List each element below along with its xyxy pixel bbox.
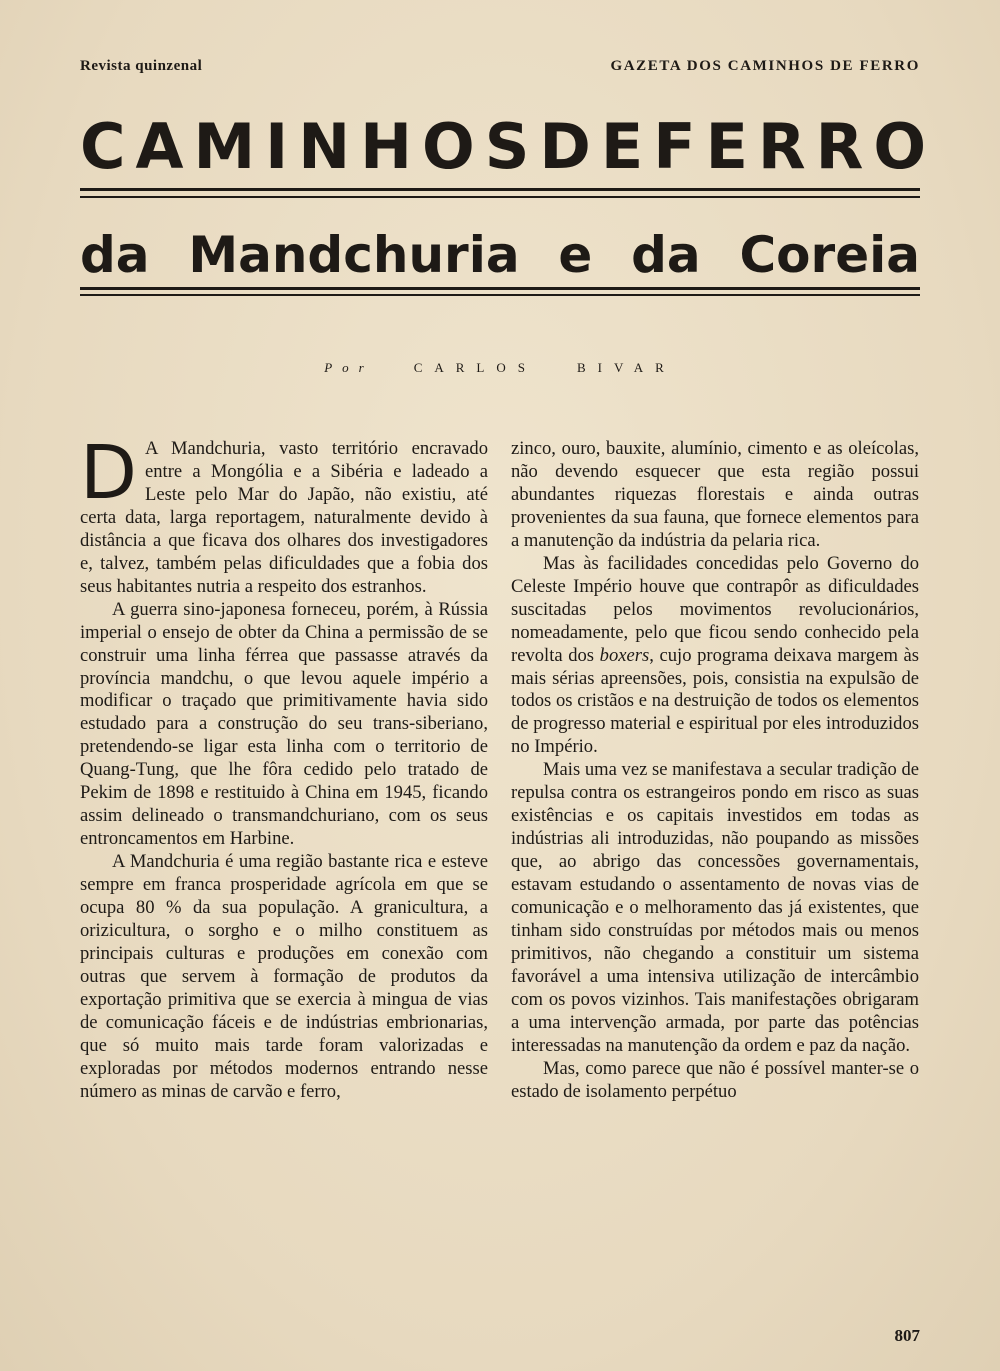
subtitle-rule-thin <box>80 294 920 296</box>
subtitle-word: Coreia <box>739 226 920 284</box>
byline <box>0 360 1000 376</box>
byline-author-last: BIVAR <box>577 360 676 375</box>
article-column-left <box>80 430 488 1104</box>
title-rule-thin <box>80 196 920 198</box>
subtitle-word: da <box>631 226 701 284</box>
paragraph <box>80 430 488 599</box>
paragraph: A guerra sino-japonesa forneceu, porém, à Rússia imperial o ensejo de obter da China a permissão de se construir uma linha férrea que passasse através da província mandchu, o que levou aquele império a modificar o traçado que primitivamente havia sido estudado para a construção do seu trans-siberiano, pretendendo-se ligar esta linha com o territorio de Quang-Tung, que lhe fôra cedido pelo tratado de Pekim de 1898 e restituido à China em 1945, ficando assim delineado o transmandchuriano, com os seus entroncamentos em Harbine. <box>80 598 488 850</box>
subtitle-rule-thick <box>80 287 920 290</box>
paragraph: Mas, como parece que não é possível manter-se o estado de isolamento perpétuo <box>511 1057 919 1102</box>
byline-por: Por <box>324 360 374 375</box>
subtitle-word: Mandchuria <box>188 226 520 284</box>
title-word: FERRO <box>653 110 937 183</box>
publication-frequency: Revista quinzenal <box>80 58 203 74</box>
subtitle-word: da <box>80 226 150 284</box>
drop-cap: D <box>80 430 137 516</box>
title-word: DE <box>539 110 654 183</box>
article-column-right <box>511 438 919 1104</box>
article-title-line-1 <box>80 110 937 183</box>
paragraph: Mais uma vez se manifestava a secular tradição de repulsa contra os estrangeiros pondo em risco as suas existências e os capitais investidos em todas as indústrias ali introduzidas, não poupando as missões que, ao abrigo das concessões governamentais, estavam estudando o assentamento de novas vias de comunicação e o melhoramento das já existentes, que tinham sido construídas por métodos mais ou menos primitivos, não chegando a constituir um sistema favorável a uma intensiva utilização de intercâmbio com os povos vizinhos. Tais manifestações obrigaram a uma intervenção armada, por parte das potências interessadas na manutenção da ordem e paz da nação. <box>511 759 919 1056</box>
subtitle-word: e <box>558 226 593 284</box>
paragraph: Mas às facilidades concedidas pelo Governo do Celeste Império houve que contrapôr as dificuldades suscitadas pelos movimentos revolucionários, nomeadamente, pelo que ficou sendo conhecido pela revolta dos boxers, cujo programa deixava margem às mais sérias apreensões, pois, consistia na expulsão de todos os cristãos e na destruição de todos os elementos de progresso material e espiritual por eles introduzidos no Império. <box>511 552 919 758</box>
page-number: 807 <box>894 1326 920 1345</box>
paragraph: A Mandchuria é uma região bastante rica e esteve sempre em franca prosperidade agrícola em que se ocupa 80 % da sua população. A granicultura, a orizicultura, o sorgho e o milho constituem as principais culturas e produções em conexão com outras que servem à formação de produtos da exportação primitiva que se exercia à mingua de vias de comunicação fáceis e de indústrias embrionarias, que só muito mais tarde foram valorizadas e exploradas por métodos modernos entrando nesse número as minas de carvão e ferro, <box>80 851 488 1102</box>
title-rule-thick <box>80 188 920 191</box>
publication-name: GAZETA DOS CAMINHOS DE FERRO <box>610 58 920 74</box>
title-word: CAMINHOS <box>80 110 540 183</box>
running-header <box>80 58 920 75</box>
paragraph-text: A Mandchuria, vasto território encravado entre a Mongólia e a Sibéria e ladeado a Leste pelo Mar do Japão, não existiu, até certa data, larga reportagem, naturalmente devido à distância a que ficava dos olhares dos investigadores e, talvez, também pelas dificuldades que a fobia dos seus habitantes nutria a respeito dos estranhos. <box>80 438 488 597</box>
paragraph: zinco, ouro, bauxite, alumínio, cimento e as oleícolas, não devendo esquecer que esta região possui abundantes riquezas florestais e ainda outras provenientes da sua fauna, que fornece elementos para a manutenção da indústria da pelaria rica. <box>511 438 919 551</box>
article-title-line-2 <box>80 222 920 288</box>
byline-author-first: CARLOS <box>413 360 537 375</box>
